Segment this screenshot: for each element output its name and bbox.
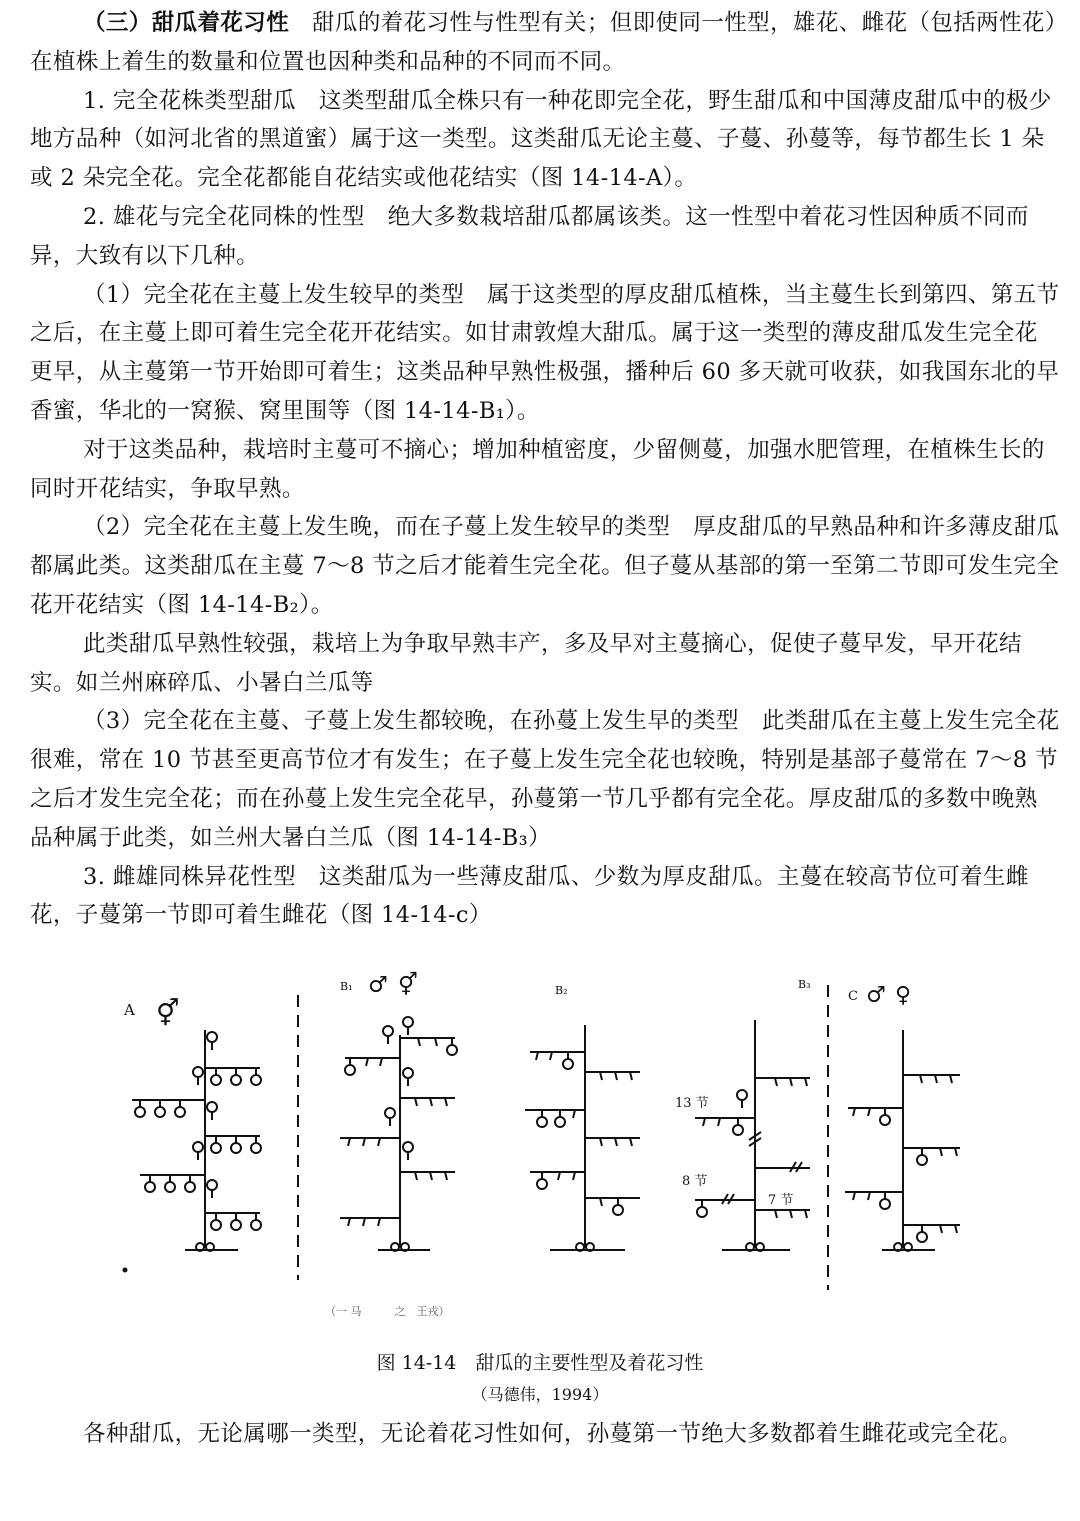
label-c: C (848, 989, 858, 1004)
paragraph-5: （2）完全花在主蔓上发生晚，而在子蔓上发生较早的类型 厚皮甜瓜的早熟品种和许多薄皮甜瓜都属此类。这类甜瓜在主蔓 7～8 节之后才能着生完全花。但子蔓从基部的第一至第二节即可发生完全花开花结实（图 14-14-B₂）。 (30, 514, 1060, 618)
label-node-13: 13 节 (675, 1096, 709, 1111)
flowering-diagram (110, 960, 980, 1330)
paragraph-6: 此类甜瓜早熟性较强，栽培上为争取早熟丰产，多及早对主蔓摘心，促使子蔓早发，早开花结实。如兰州麻碎瓜、小暑白兰瓜等 (30, 630, 1022, 696)
paragraph-3: （1）完全花在主蔓上发生较早的类型 属于这类型的厚皮甜瓜植株，当主蔓生长到第四、第五节之后，在主蔓上即可着生完全花开花结实。如甘肃敦煌大甜瓜。属于这一类型的薄皮甜瓜发生完全花更早，从主蔓第一节开始即可着生；这类品种早熟性极强，播种后 60 多天就可收获，如我国东北的早香蜜，华北的一窝猴、窝里围等（图 14-14-B₁）。 (30, 281, 1060, 424)
label-b1: B₁ (340, 980, 353, 993)
paragraph-4: 对于这类品种，栽培时主蔓可不摘心；增加种植密度，少留侧蔓，加强水肥管理，在植株生长的同时开花结实，争取早熟。 (30, 436, 1045, 502)
diagram-a (123, 998, 261, 1272)
female-icon: ♀ (895, 983, 912, 1008)
diagram-b3 (675, 978, 811, 1251)
bisexual-icon: ⚥ (156, 999, 180, 1029)
label-node-8: 8 节 (682, 1174, 708, 1189)
section-intro (30, 4, 1060, 82)
paragraph-7: （3）完全花在主蔓、子蔓上发生都较晚，在孙蔓上发生早的类型 此类甜瓜在主蔓上发生完全花很难，常在 10 节甚至更高节位才有发生；在子蔓上发生完全花也较晚，特别是基部子蔓常在 7～8 节之后才发生完全花；而在孙蔓上发生完全花早，孙蔓第一节几乎都有完全花。厚皮甜瓜的多数中晚熟品种属于此类，如兰州大暑白兰瓜（图 14-14-B₃） (30, 708, 1060, 851)
figure-source: （马德伟，1994） (471, 1385, 609, 1404)
section-intro-text: 甜瓜的着花习性与性型有关；但即使同一性型，雄花、雌花（包括两性花）在植株上着生的数量和位置也因种类和品种的不同而不同。 (30, 10, 1057, 75)
body-text (30, 4, 1060, 935)
section-heading: （三）甜瓜着花习性 (83, 10, 290, 36)
closing-text (30, 1415, 1060, 1454)
diagram-c (845, 983, 960, 1251)
male-icon: ♂ (866, 983, 886, 1008)
label-b2: B₂ (555, 984, 568, 997)
bisexual-icon: ⚥ (398, 973, 418, 998)
paragraph-2: 2. 雄花与完全花同株的性型 绝大多数栽培甜瓜都属该类。这一性型中着花习性因种质不同而异，大致有以下几种。 (30, 203, 1029, 269)
paragraph-1: 1. 完全花株类型甜瓜 这类型甜瓜全株只有一种花即完全花，野生甜瓜和中国薄皮甜瓜中的极少地方品种（如河北省的黑道蜜）属于这一类型。这类甜瓜无论主蔓、子蔓、孙蔓等，每节都生长 1 朵或 2 朵完全花。完全花都能自花结实或他花结实（图 14-14-A）。 (30, 87, 1052, 192)
label-b3: B₃ (798, 978, 811, 991)
closing-paragraph: 各种甜瓜，无论属哪一类型，无论着花习性如何，孙蔓第一节绝大多数都着生雌花或完全花。 (83, 1421, 1022, 1447)
label-a: A (124, 1001, 135, 1019)
paragraph-8: 3. 雌雄同株异花性型 这类甜瓜为一些薄皮甜瓜、少数为厚皮甜瓜。主蔓在较高节位可着生雌花，子蔓第一节即可着生雌花（图 14-14-c） (30, 863, 1029, 929)
diagram-b1 (340, 971, 457, 1251)
diagram-b2 (525, 984, 640, 1251)
figure-14-14 (110, 960, 980, 1330)
label-node-7: 7 节 (768, 1193, 794, 1208)
figure-caption: 图 14-14 甜瓜的主要性型及着花习性 (376, 1352, 704, 1374)
male-icon: ♂ (368, 973, 388, 998)
figure-credit-fragment: （一 马 之 王戎） (325, 1305, 450, 1318)
